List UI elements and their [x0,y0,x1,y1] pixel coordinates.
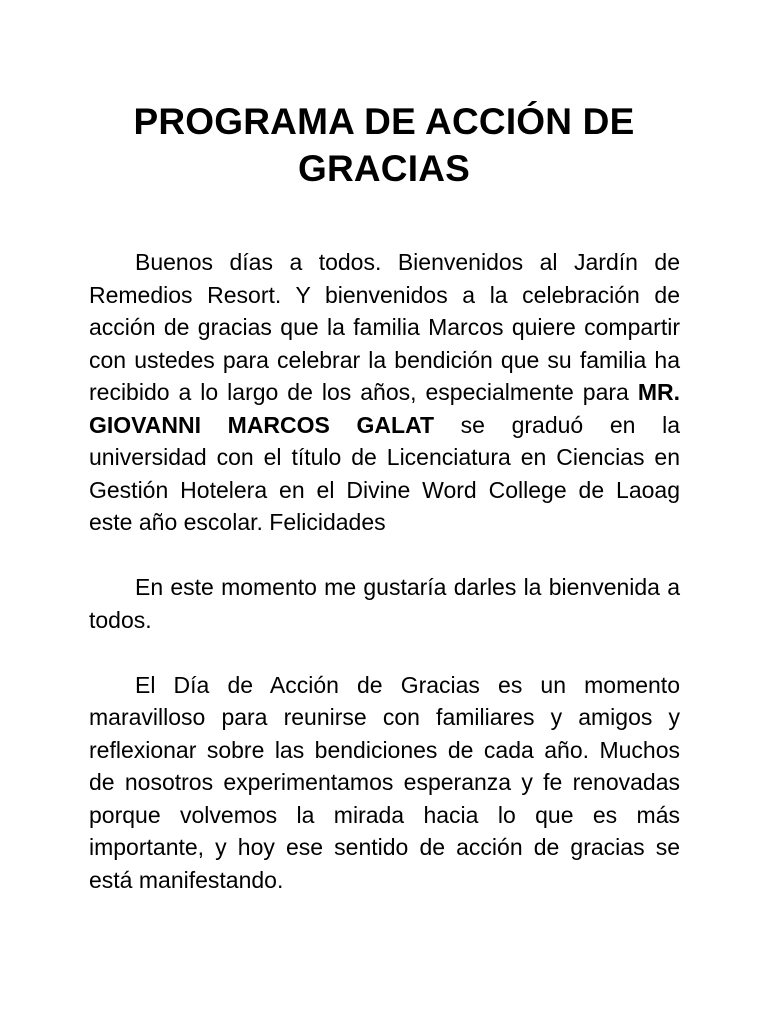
paragraph-welcome-text-end: se graduó en la universidad con el título de Licenciatura en Ciencias en Gestión Hotelera en el Divine Word College de Laoag este año escolar. Felicidades [89,411,680,535]
paragraph-greeting: En este momento me gustaría darles la bienvenida a todos. [89,574,680,633]
paragraph-welcome-text-start: Buenos días a todos. Bienvenidos al Jardín de Remedios Resort. Y bienvenidos a la celebración de acción de gracias que la familia Marcos quiere compartir con ustedes para celebrar la bendición que su familia ha recibido a lo largo de los años, especialmente para [89,249,680,405]
document-body [89,246,680,896]
paragraph-thanksgiving: El Día de Acción de Gracias es un momento maravilloso para reunirse con familiares y amigos y reflexionar sobre las bendiciones de cada año. Muchos de nosotros experimentamos esperanza y fe renovadas porque volvemos la mirada hacia lo que es más importante, y hoy ese sentido de acción de gracias se está manifestando. [89,671,680,893]
paragraph-welcome [89,246,680,539]
page-title: PROGRAMA DE ACCIÓN DE GRACIAS [133,101,635,189]
graduate-name: MR. GIOVANNI MARCOS GALAT [89,379,680,438]
